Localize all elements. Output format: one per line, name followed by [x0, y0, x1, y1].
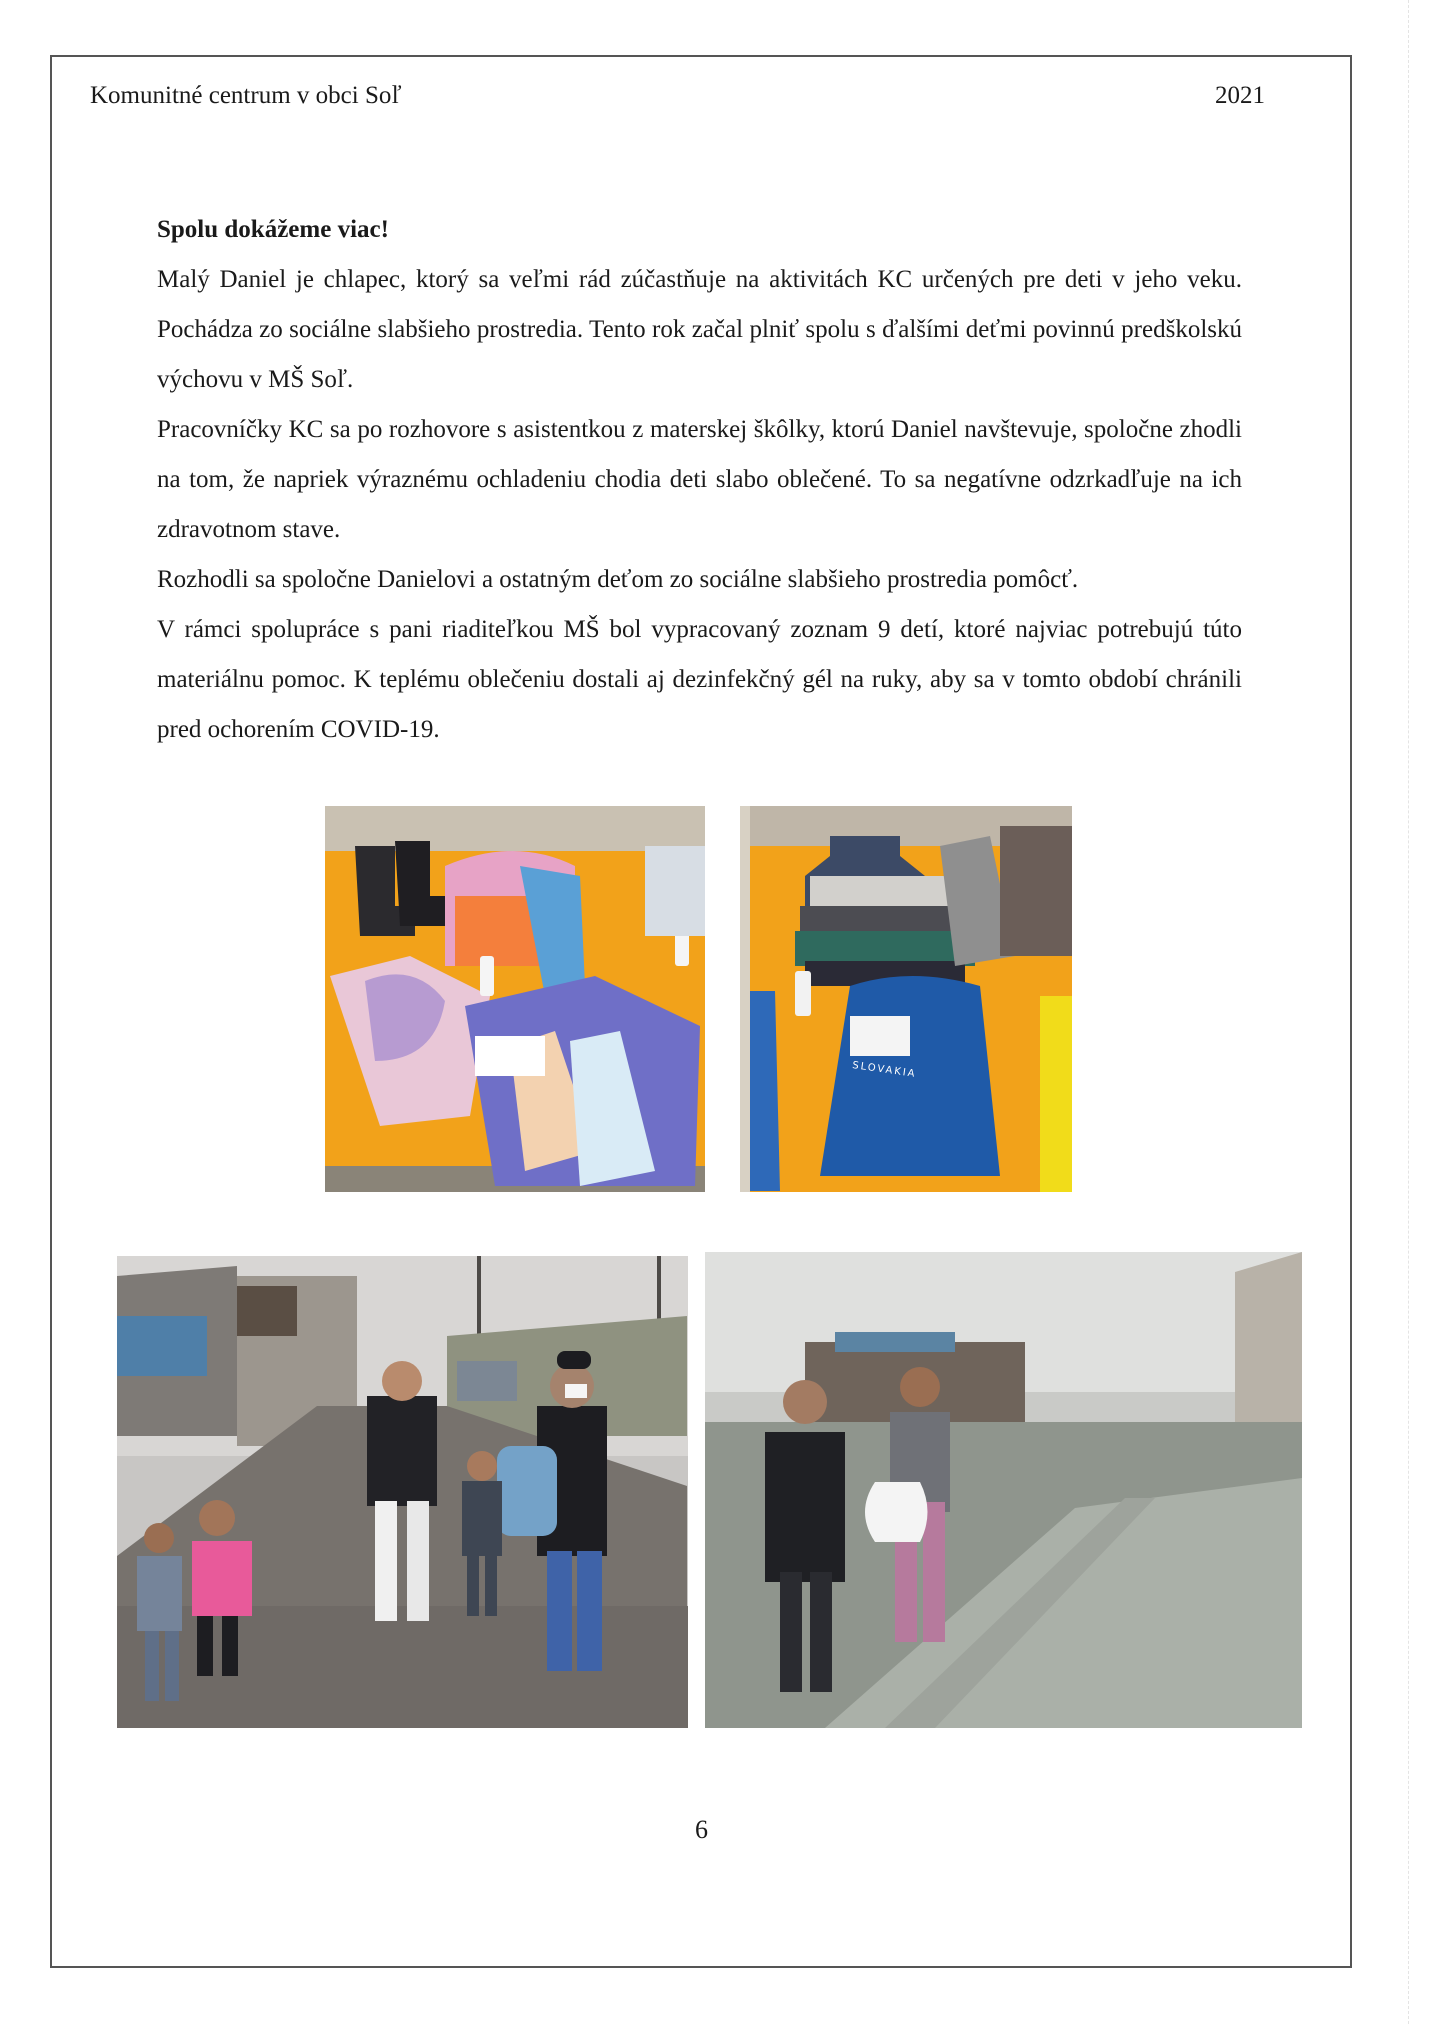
- header-year: 2021: [1215, 82, 1265, 109]
- photo-handing-bag: [705, 1252, 1302, 1728]
- paragraph: Malý Daniel je chlapec, ktorý sa veľmi rád zúčastňuje na aktivitách KC určených pre deti v jeho veku. Pochádza zo sociálne slabšieho prostredia. Tento rok začal plniť spolu s ďalšími deťmi povinnú predškolskú výchovu v MŠ Soľ.: [157, 266, 1242, 393]
- scan-edge: [1408, 0, 1432, 2024]
- article: [157, 205, 1242, 755]
- header-title: Komunitné centrum v obci Soľ: [90, 82, 402, 109]
- photo-handing-backpack: [117, 1256, 688, 1728]
- article-heading: Spolu dokážeme viac!: [157, 216, 389, 243]
- bag-print-text: SLOVAKIA: [851, 1060, 918, 1080]
- paragraph: Rozhodli sa spoločne Danielovi a ostatným deťom zo sociálne slabšieho prostredia pomôcť.: [157, 566, 1079, 593]
- photo-clothes-slovakia-bag: [740, 806, 1072, 1192]
- photo-clothes-frozen-bag: [325, 806, 705, 1192]
- paragraph: V rámci spolupráce s pani riaditeľkou MŠ bol vypracovaný zoznam 9 detí, ktoré najviac potrebujú túto materiálnu pomoc. K teplému oblečeniu dostali aj dezinfekčný gél na ruky, aby sa v tomto období chránili pred ochorením COVID-19.: [157, 616, 1242, 743]
- page-number: 6: [695, 1815, 708, 1844]
- paragraph: Pracovníčky KC sa po rozhovore s asistentkou z materskej škôlky, ktorú Daniel navštevuje, spoločne zhodli na tom, že napriek výraznému ochladeniu chodia deti slabo oblečené. To sa negatívne odzrkadľuje na ich zdravotnom stave.: [157, 416, 1242, 543]
